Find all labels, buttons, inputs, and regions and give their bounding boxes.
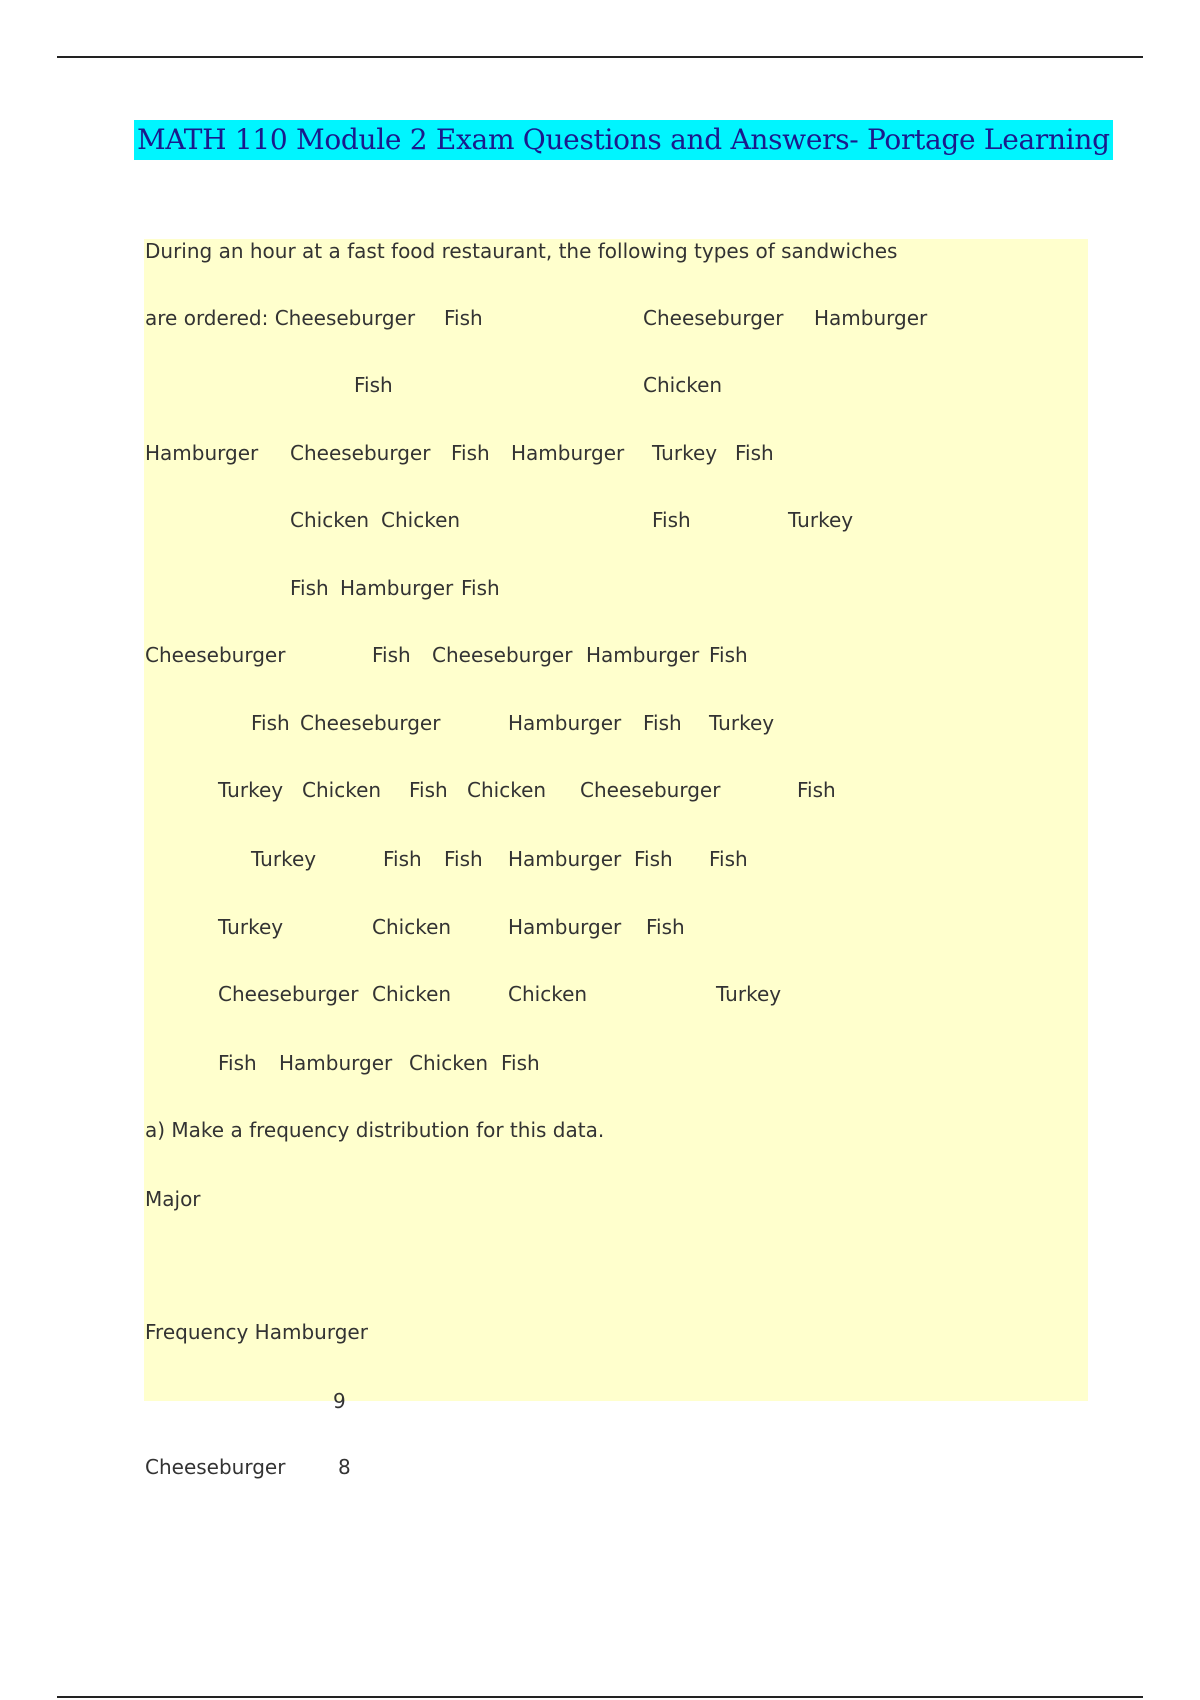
sandwich-word: Fish	[501, 1051, 540, 1075]
sandwich-word: Chicken	[302, 778, 382, 802]
sandwich-word: Turkey	[652, 441, 718, 465]
sandwich-word: Chicken	[643, 373, 723, 397]
sandwich-word: Cheeseburger	[218, 982, 359, 1006]
sandwich-word: Hamburger	[145, 441, 259, 465]
sandwich-word: Chicken	[290, 508, 370, 532]
sandwich-word: Fish	[409, 778, 448, 802]
header-rule	[57, 56, 1143, 58]
sandwich-word: Hamburger	[508, 847, 622, 871]
sandwich-word: Hamburger	[814, 306, 928, 330]
sandwich-word: Turkey	[709, 711, 775, 735]
footer-rule	[57, 1696, 1143, 1698]
cheeseburger-label: Cheeseburger	[145, 1455, 286, 1479]
sandwich-word: Fish	[444, 847, 483, 871]
sandwich-word: Turkey	[251, 847, 317, 871]
sandwich-word: Fish	[251, 711, 290, 735]
sandwich-word: Cheeseburger	[643, 306, 784, 330]
sandwich-word: Cheeseburger	[432, 643, 573, 667]
cheeseburger-count: 8	[338, 1455, 351, 1479]
sandwich-word: Fish	[372, 643, 411, 667]
question-intro: During an hour at a fast food restaurant, the following types of sandwiches	[145, 239, 898, 263]
part-a-prompt: a) Make a frequency distribution for this data.	[145, 1118, 605, 1142]
sandwich-word: Fish	[444, 306, 483, 330]
sandwich-word: Fish	[354, 373, 393, 397]
sandwich-word: Hamburger	[511, 441, 625, 465]
sandwich-word: Fish	[735, 441, 774, 465]
sandwich-word: Cheeseburger	[580, 778, 721, 802]
question-highlight	[144, 239, 1088, 1401]
sandwich-word: are ordered: Cheeseburger	[145, 306, 416, 330]
sandwich-word: Cheeseburger	[300, 711, 441, 735]
sandwich-word: Fish	[383, 847, 422, 871]
sandwich-word: Chicken	[372, 915, 452, 939]
table-header-frequency-hamburger: Frequency Hamburger	[145, 1320, 368, 1344]
sandwich-word: Turkey	[218, 778, 284, 802]
document-title: MATH 110 Module 2 Exam Questions and Answers- Portage Learning	[134, 120, 1113, 160]
sandwich-word: Fish	[643, 711, 682, 735]
sandwich-word: Hamburger	[279, 1051, 393, 1075]
sandwich-word: Hamburger	[586, 643, 700, 667]
sandwich-word: Fish	[634, 847, 673, 871]
table-header-major: Major	[145, 1187, 201, 1211]
sandwich-word: Fish	[797, 778, 836, 802]
sandwich-word: Fish	[709, 847, 748, 871]
sandwich-word: Cheeseburger	[290, 441, 431, 465]
sandwich-word: Fish	[218, 1051, 257, 1075]
sandwich-word: Hamburger	[508, 915, 622, 939]
hamburger-count: 9	[333, 1389, 346, 1413]
sandwich-word: Chicken	[409, 1051, 489, 1075]
sandwich-word: Chicken	[372, 982, 452, 1006]
sandwich-word: Chicken	[508, 982, 588, 1006]
sandwich-word: Turkey	[716, 982, 782, 1006]
sandwich-word: Cheeseburger	[145, 643, 286, 667]
sandwich-word: Fish	[461, 576, 500, 600]
sandwich-word: Turkey	[788, 508, 854, 532]
sandwich-word: Chicken	[467, 778, 547, 802]
sandwich-word: Fish	[652, 508, 691, 532]
sandwich-word: Hamburger	[340, 576, 454, 600]
sandwich-word: Hamburger	[508, 711, 622, 735]
sandwich-word: Fish	[709, 643, 748, 667]
sandwich-word: Turkey	[218, 915, 284, 939]
sandwich-word: Chicken	[381, 508, 461, 532]
sandwich-word: Fish	[451, 441, 490, 465]
sandwich-word: Fish	[646, 915, 685, 939]
sandwich-word: Fish	[290, 576, 329, 600]
